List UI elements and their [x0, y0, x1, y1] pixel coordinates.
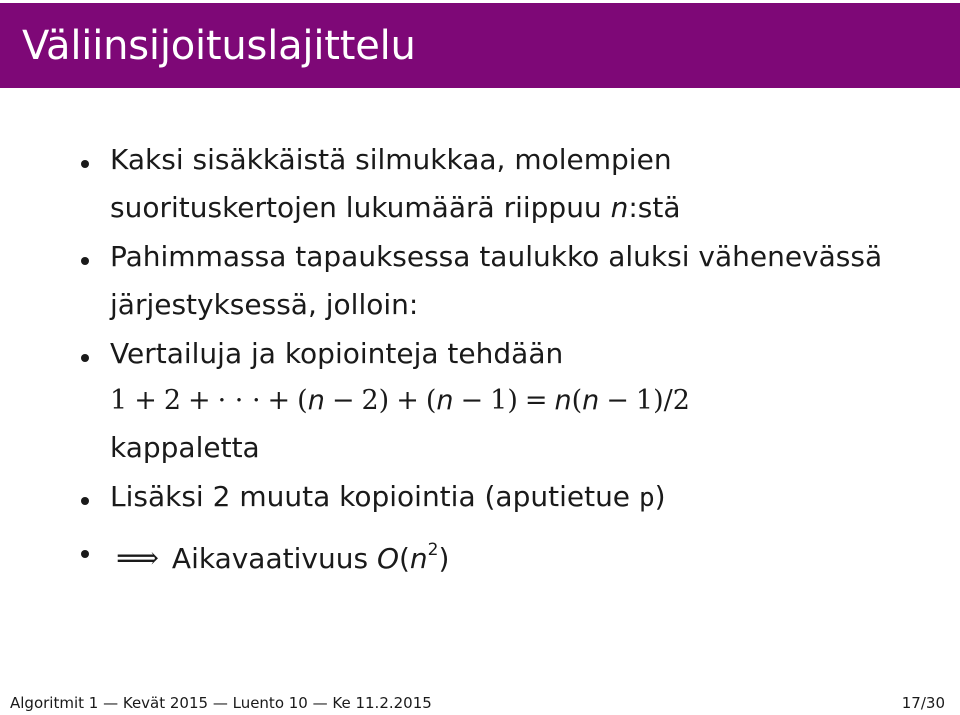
bullet-dot-4: [81, 497, 89, 505]
bullet-2-line-2: järjestyksessä, jolloin:: [110, 288, 419, 321]
bullet-dot-2: [81, 257, 89, 265]
bullet-4-line-1: Lisäksi 2 muuta kopiointia (aputietue p): [110, 480, 666, 513]
bullet-1-suffix: :stä: [628, 191, 681, 224]
bullet-1-text: suorituskertojen lukumäärä riippuu: [110, 191, 611, 224]
implies-arrow-icon: ⟹: [116, 541, 160, 576]
sum-formula: 1 + 2 + · · · + (n − 2) + (n − 1) = n(n − 1)/2: [110, 385, 690, 416]
variable-n: n: [610, 191, 629, 224]
code-p: p: [638, 483, 655, 513]
bullet-1-line-1: Kaksi sisäkkäistä silmukkaa, molempien: [110, 143, 672, 176]
footer-course-info: Algoritmit 1 — Kevät 2015 — Luento 10 — Ke 11.2.2015: [10, 694, 432, 712]
slide-title: Väliinsijoituslajittelu: [22, 23, 416, 69]
bullet-dot-1: [81, 160, 89, 168]
bullet-3-line-3: kappaletta: [110, 431, 260, 464]
bullet-5-line-1: ⟹ Aikavaativuus $O(n^2)$: [104, 533, 449, 576]
bullet-2-line-1: Pahimmassa tapauksessa taulukko aluksi vähenevässä: [110, 240, 883, 273]
big-o: O: [376, 542, 399, 575]
footer-page-number: 17/30: [901, 694, 945, 712]
bullet-1-line-2: [110, 191, 681, 225]
slide-footer: [0, 688, 960, 715]
bullet-dot-5: [81, 550, 89, 558]
bullet-dot-3: [81, 354, 89, 362]
bullet-3-line-1: Vertailuja ja kopiointeja tehdään: [110, 337, 564, 370]
